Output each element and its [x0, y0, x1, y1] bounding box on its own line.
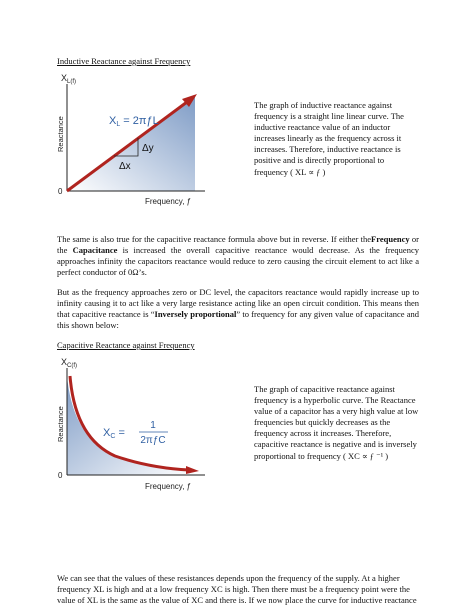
- resonance-line: We can see that the values of these resistances depends upon the frequency of the supply. At a higher: [57, 573, 400, 583]
- origin-label: 0: [58, 471, 63, 480]
- inductive-heading: Inductive Reactance against Frequency: [57, 56, 191, 66]
- y-axis-title: Reactance: [56, 406, 65, 442]
- resonance-line: frequency XL is high and at a low frequency XC is high. Then there must be a frequency point were the: [57, 584, 410, 595]
- inductive-description: [254, 100, 420, 178]
- inductive-desc-line: frequency ( XL ∝ ƒ ): [254, 166, 326, 177]
- x-axis-title: Frequency, ƒ: [145, 197, 192, 206]
- inductive-desc-line: frequency is a straight line linear curve. The: [254, 111, 404, 122]
- capacitive-reactance-graph: [55, 358, 255, 498]
- delta-y-label: Δy: [142, 143, 154, 154]
- formula-denominator: 2πƒC: [140, 435, 166, 446]
- capacitive-desc-line: The graph of capacitive reactance against: [254, 384, 395, 394]
- inductive-desc-line: The graph of inductive reactance against: [254, 100, 393, 110]
- inductive-reactance-graph: [55, 74, 255, 214]
- capacitive-desc-line: frequency is a hyperbolic curve. The Reactance: [254, 395, 416, 406]
- formula-numerator: 1: [150, 420, 156, 431]
- capacitive-desc-line: frequencies but quickly decreases as the: [254, 417, 391, 428]
- inductive-desc-line: inductive reactance value of an inductor: [254, 122, 391, 133]
- resonance-line: value of XL is the same as the value of XC and there is. If we now place the curve for inductive reactance: [57, 595, 417, 606]
- capacitive-desc-line: value of a capacitor has a very high value at low: [254, 406, 419, 417]
- y-axis-title: Reactance: [56, 116, 65, 152]
- capacitive-desc-line: proportional to frequency ( XC ∝ ƒ ⁻¹ ): [254, 450, 389, 461]
- capacitive-description: [254, 384, 420, 462]
- y-axis-symbol: $X_{C(f)}$: [61, 357, 78, 369]
- x-axis-title: Frequency, ƒ: [145, 482, 192, 491]
- resonance-paragraph: [57, 573, 419, 606]
- capacitive-intro-paragraph: The same is also true for the capacitive reactance formula above but in reverse. If either theFrequency or the Capacitance is increased the overall capacitive reactance would decrease. As the frequency approaches infinity the capacitors reactance would reduce to zero causing the circuit element to act like a perfect conductor of 0Ω’s.: [57, 234, 419, 278]
- capacitive-desc-line: frequency across it increases. Therefore,: [254, 428, 392, 439]
- capacitive-heading: Capacitive Reactance against Frequency: [57, 340, 195, 350]
- inductive-desc-line: increases. Therefore, inductive reactance is: [254, 144, 401, 155]
- inductive-desc-line: positive and is directly proportional to: [254, 155, 385, 166]
- capacitive-formula: XC =: [103, 427, 125, 440]
- inverse-proportion-paragraph: But as the frequency approaches zero or DC level, the capacitors reactance would rapidly increase up to infinity causing it to act like a very large resistance acting like an open circuit condition. This means then that capacitive reactance is “Inversely proportional” to frequency for any given value of capacitance and this shown below:: [57, 287, 419, 331]
- delta-x-label: Δx: [119, 161, 131, 172]
- y-axis-symbol: $X_{L(f)}$: [61, 73, 77, 85]
- inductive-formula: XL = 2πƒL: [109, 115, 159, 128]
- inductive-desc-line: increases linearly as the frequency across it: [254, 133, 402, 144]
- origin-label: 0: [58, 187, 63, 196]
- capacitive-desc-line: capacitive reactance is negative and is inversely: [254, 439, 417, 450]
